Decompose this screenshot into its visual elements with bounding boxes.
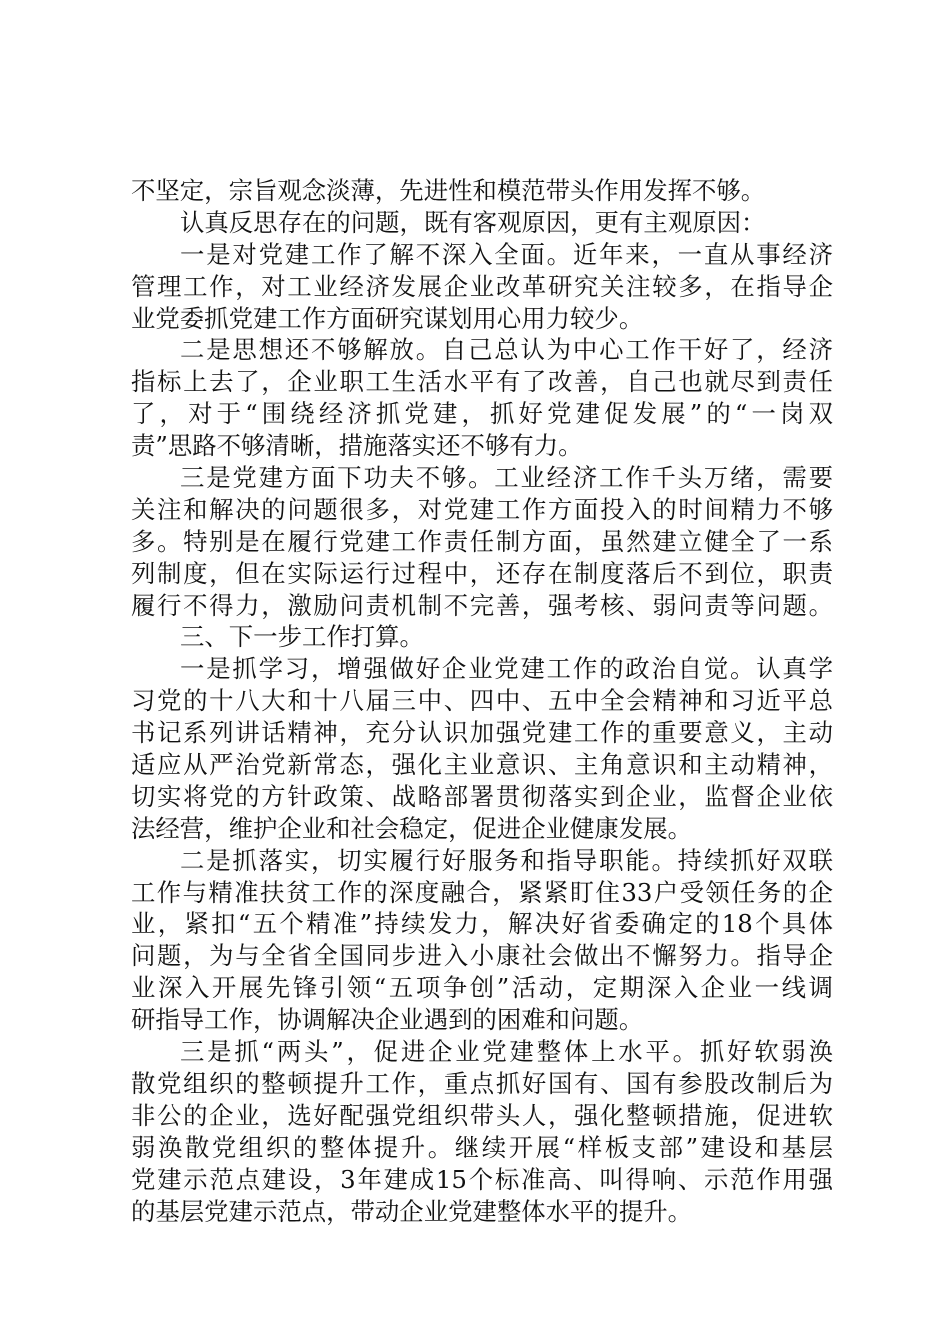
text-line: 列制度，但在实际运行过程中，还存在制度落后不到位，职责: [131, 558, 833, 588]
text-line: 多。特别是在履行党建工作责任制方面，虽然建立健全了一系: [131, 526, 833, 556]
text-line: 业深入开展先锋引领“五项争创”活动，定期深入企业一线调: [131, 973, 833, 1003]
text-line: 工作与精准扶贫工作的深度融合，紧紧盯住33户受领任务的企: [131, 877, 833, 907]
text-line: 适应从严治党新常态，强化主业意识、主角意识和主动精神，: [131, 750, 833, 780]
text-line: 一是对党建工作了解不深入全面。近年来，一直从事经济: [180, 239, 833, 269]
text-line: 二是抓落实，切实履行好服务和指导职能。持续抓好双联: [180, 845, 833, 875]
text-line: 的基层党建示范点，带动企业党建整体水平的提升。: [131, 1196, 692, 1226]
text-line: 业党委抓党建工作方面研究谋划用心用力较少。: [131, 303, 644, 333]
text-line: 认真反思存在的问题，既有客观原因，更有主观原因：: [180, 207, 766, 237]
text-line: 散党组织的整顿提升工作，重点抓好国有、国有参股改制后为: [131, 1068, 833, 1098]
text-line: 业，紧扣“五个精准”持续发力，解决好省委确定的18个具体: [131, 909, 833, 939]
text-line: 弱涣散党组织的整体提升。继续开展“样板支部”建设和基层: [131, 1132, 833, 1162]
text-line: 研指导工作，协调解决企业遇到的困难和问题。: [131, 1005, 644, 1035]
text-line: 管理工作，对工业经济发展企业改革研究关注较多，在指导企: [131, 271, 833, 301]
text-line: 切实将党的方针政策、战略部署贯彻落实到企业，监督企业依: [131, 781, 833, 811]
text-line: 二是思想还不够解放。自己总认为中心工作干好了，经济: [180, 335, 833, 365]
text-line: 书记系列讲话精神，充分认识加强党建工作的重要意义，主动: [131, 718, 833, 748]
text-line: 三是抓“两头”，促进企业党建整体上水平。抓好软弱涣: [180, 1037, 833, 1067]
text-line: 一是抓学习，增强做好企业党建工作的政治自觉。认真学: [180, 654, 833, 684]
text-line: 三是党建方面下功夫不够。工业经济工作千头万绪，需要: [180, 463, 833, 493]
text-line: 指标上去了，企业职工生活水平有了改善，自己也就尽到责任: [131, 367, 833, 397]
text-line: 法经营，维护企业和社会稳定，促进企业健康发展。: [131, 813, 692, 843]
text-line: 习党的十八大和十八届三中、四中、五中全会精神和习近平总: [131, 686, 833, 716]
text-line: 关注和解决的问题很多，对党建工作方面投入的时间精力不够: [131, 494, 833, 524]
text-line: 履行不得力，激励问责机制不完善，强考核、弱问责等问题。: [131, 590, 833, 620]
text-line: 党建示范点建设，3年建成15个标准高、叫得响、示范作用强: [131, 1164, 833, 1194]
text-line: 不坚定，宗旨观念淡薄，先进性和模范带头作用发挥不够。: [131, 176, 766, 205]
text-line: 问题，为与全省全国同步进入小康社会做出不懈努力。指导企: [131, 941, 833, 971]
document-body: [131, 175, 833, 1227]
text-line: 了，对于“围绕经济抓党建，抓好党建促发展”的“一岗双: [131, 399, 833, 429]
text-line: 责”思路不够清晰，措施落实还不够有力。: [131, 431, 583, 461]
text-line: 三、下一步工作打算。: [180, 622, 424, 652]
text-line: 非公的企业，选好配强党组织带头人，强化整顿措施，促进软: [131, 1100, 833, 1130]
